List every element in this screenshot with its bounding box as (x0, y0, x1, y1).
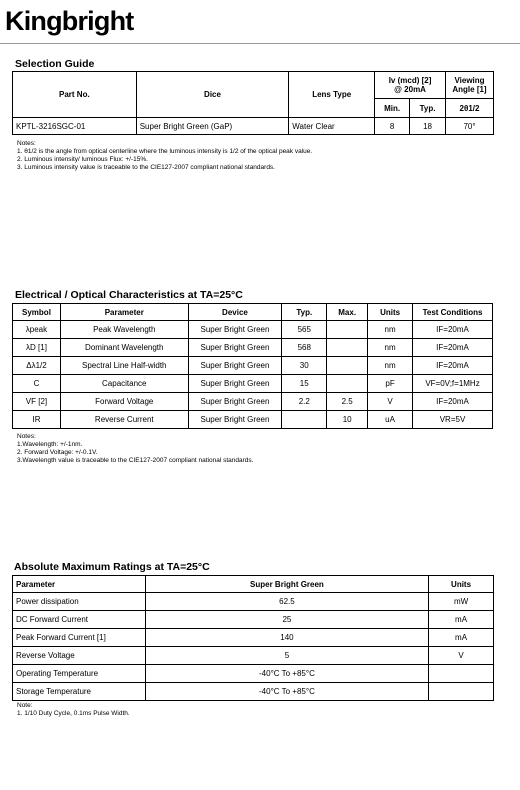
value-cell: 140 (145, 629, 428, 647)
selection-notes (17, 140, 312, 172)
selection-guide-title: Selection Guide (15, 58, 95, 70)
table-row (13, 629, 494, 647)
note-line: 1.Wavelength: +/-1nm. (17, 441, 83, 448)
value-cell: 25 (145, 611, 428, 629)
note-line: 2. Forward Voltage: +/-0.1V. (17, 449, 98, 456)
lens-value: Water Clear (289, 118, 375, 135)
brand-logo: Kingbright (5, 6, 134, 36)
note-line: 3. Luminous intensity value is traceable to the CIE127-2007 compliant national standards. (17, 164, 275, 171)
typ-cell: 30 (282, 357, 327, 375)
absolute-notes (17, 702, 130, 718)
units-cell: V (429, 647, 494, 665)
parameter-cell: Reverse Current (60, 411, 188, 429)
table-row (13, 118, 494, 135)
header-device: Super Bright Green (145, 576, 428, 593)
units-cell: nm (368, 339, 413, 357)
header-symbol: Symbol (13, 304, 61, 321)
table-row (13, 321, 493, 339)
header-parameter: Parameter (60, 304, 188, 321)
value-cell: 62.5 (145, 593, 428, 611)
part-number: KPTL-3216SGC-01 (13, 118, 137, 135)
units-cell (429, 665, 494, 683)
parameter-cell: Forward Voltage (60, 393, 188, 411)
header-test-conditions: Test Conditions (413, 304, 493, 321)
dice-value: Super Bright Green (GaP) (136, 118, 289, 135)
value-cell: -40°C To +85°C (145, 683, 428, 701)
note-line: Notes: (17, 433, 36, 440)
iv-typ-value: 18 (410, 118, 446, 135)
parameter-cell: Spectral Line Half-width (60, 357, 188, 375)
symbol-cell: λD [1] (13, 339, 61, 357)
test-condition-cell: VR=5V (413, 411, 493, 429)
device-cell: Super Bright Green (188, 339, 282, 357)
header-device: Device (188, 304, 282, 321)
units-cell (429, 683, 494, 701)
header-theta: 2θ1/2 (446, 99, 494, 118)
max-cell: 2.5 (327, 393, 368, 411)
note-line: 2. Luminous intensity/ luminous Flux: +/-15%. (17, 156, 148, 163)
device-cell: Super Bright Green (188, 375, 282, 393)
max-cell (327, 321, 368, 339)
header-typ: Typ. (410, 99, 446, 118)
parameter-cell: Dominant Wavelength (60, 339, 188, 357)
symbol-cell: Δλ1/2 (13, 357, 61, 375)
header-parameter: Parameter (13, 576, 146, 593)
header-iv: Iv (mcd) [2] @ 20mA (375, 72, 446, 99)
electrical-title: Electrical / Optical Characteristics at TA=25°C (15, 289, 243, 301)
max-cell (327, 357, 368, 375)
parameter-cell: Storage Temperature (13, 683, 146, 701)
table-row (13, 611, 494, 629)
header-min: Min. (375, 99, 410, 118)
note-line: 1. 1/10 Duty Cycle, 0.1ms Pulse Width. (17, 710, 130, 717)
value-cell: -40°C To +85°C (145, 665, 428, 683)
header-part-no: Part No. (13, 72, 137, 118)
test-condition-cell: IF=20mA (413, 357, 493, 375)
device-cell: Super Bright Green (188, 357, 282, 375)
units-cell: V (368, 393, 413, 411)
device-cell: Super Bright Green (188, 321, 282, 339)
parameter-cell: Reverse Voltage (13, 647, 146, 665)
header-dice: Dice (136, 72, 289, 118)
note-line: 1. θ1/2 is the angle from optical centerline where the luminous intensity is 1/2 of the optical peak value. (17, 148, 313, 155)
note-line: 3.Wavelength value is traceable to the CIE127-2007 compliant national standards. (17, 457, 254, 464)
max-cell: 10 (327, 411, 368, 429)
typ-cell (282, 411, 327, 429)
table-row (13, 665, 494, 683)
header-typ: Typ. (282, 304, 327, 321)
iv-min-value: 8 (375, 118, 410, 135)
value-cell: 5 (145, 647, 428, 665)
parameter-cell: Operating Temperature (13, 665, 146, 683)
parameter-cell: Peak Forward Current [1] (13, 629, 146, 647)
typ-cell: 15 (282, 375, 327, 393)
table-row (13, 357, 493, 375)
test-condition-cell: IF=20mA (413, 393, 493, 411)
table-row (13, 647, 494, 665)
units-cell: mA (429, 611, 494, 629)
table-row (13, 375, 493, 393)
units-cell: nm (368, 357, 413, 375)
table-row (13, 593, 494, 611)
header-max: Max. (327, 304, 368, 321)
header-units: Units (368, 304, 413, 321)
parameter-cell: Capacitance (60, 375, 188, 393)
symbol-cell: C (13, 375, 61, 393)
max-cell (327, 375, 368, 393)
absolute-ratings-table (12, 575, 494, 701)
parameter-cell: DC Forward Current (13, 611, 146, 629)
typ-cell: 568 (282, 339, 327, 357)
units-cell: mA (429, 629, 494, 647)
electrical-notes (17, 433, 253, 465)
max-cell (327, 339, 368, 357)
units-cell: pF (368, 375, 413, 393)
symbol-cell: IR (13, 411, 61, 429)
header-viewing-angle: Viewing Angle [1] (446, 72, 494, 99)
table-row (13, 393, 493, 411)
test-condition-cell: VF=0V;f=1MHz (413, 375, 493, 393)
typ-cell: 565 (282, 321, 327, 339)
table-row (13, 683, 494, 701)
symbol-cell: VF [2] (13, 393, 61, 411)
test-condition-cell: IF=20mA (413, 321, 493, 339)
header-lens-type: Lens Type (289, 72, 375, 118)
device-cell: Super Bright Green (188, 393, 282, 411)
selection-guide-table (12, 71, 494, 135)
header-divider (0, 43, 520, 44)
angle-value: 70° (446, 118, 494, 135)
note-line: Note: (17, 702, 33, 709)
typ-cell: 2.2 (282, 393, 327, 411)
units-cell: nm (368, 321, 413, 339)
test-condition-cell: IF=20mA (413, 339, 493, 357)
table-row (13, 339, 493, 357)
parameter-cell: Power dissipation (13, 593, 146, 611)
note-line: Notes: (17, 140, 36, 147)
parameter-cell: Peak Wavelength (60, 321, 188, 339)
absolute-ratings-title: Absolute Maximum Ratings at TA=25°C (14, 561, 210, 573)
device-cell: Super Bright Green (188, 411, 282, 429)
units-cell: mW (429, 593, 494, 611)
electrical-table (12, 303, 493, 429)
symbol-cell: λpeak (13, 321, 61, 339)
table-row (13, 411, 493, 429)
header-units: Units (429, 576, 494, 593)
units-cell: uA (368, 411, 413, 429)
